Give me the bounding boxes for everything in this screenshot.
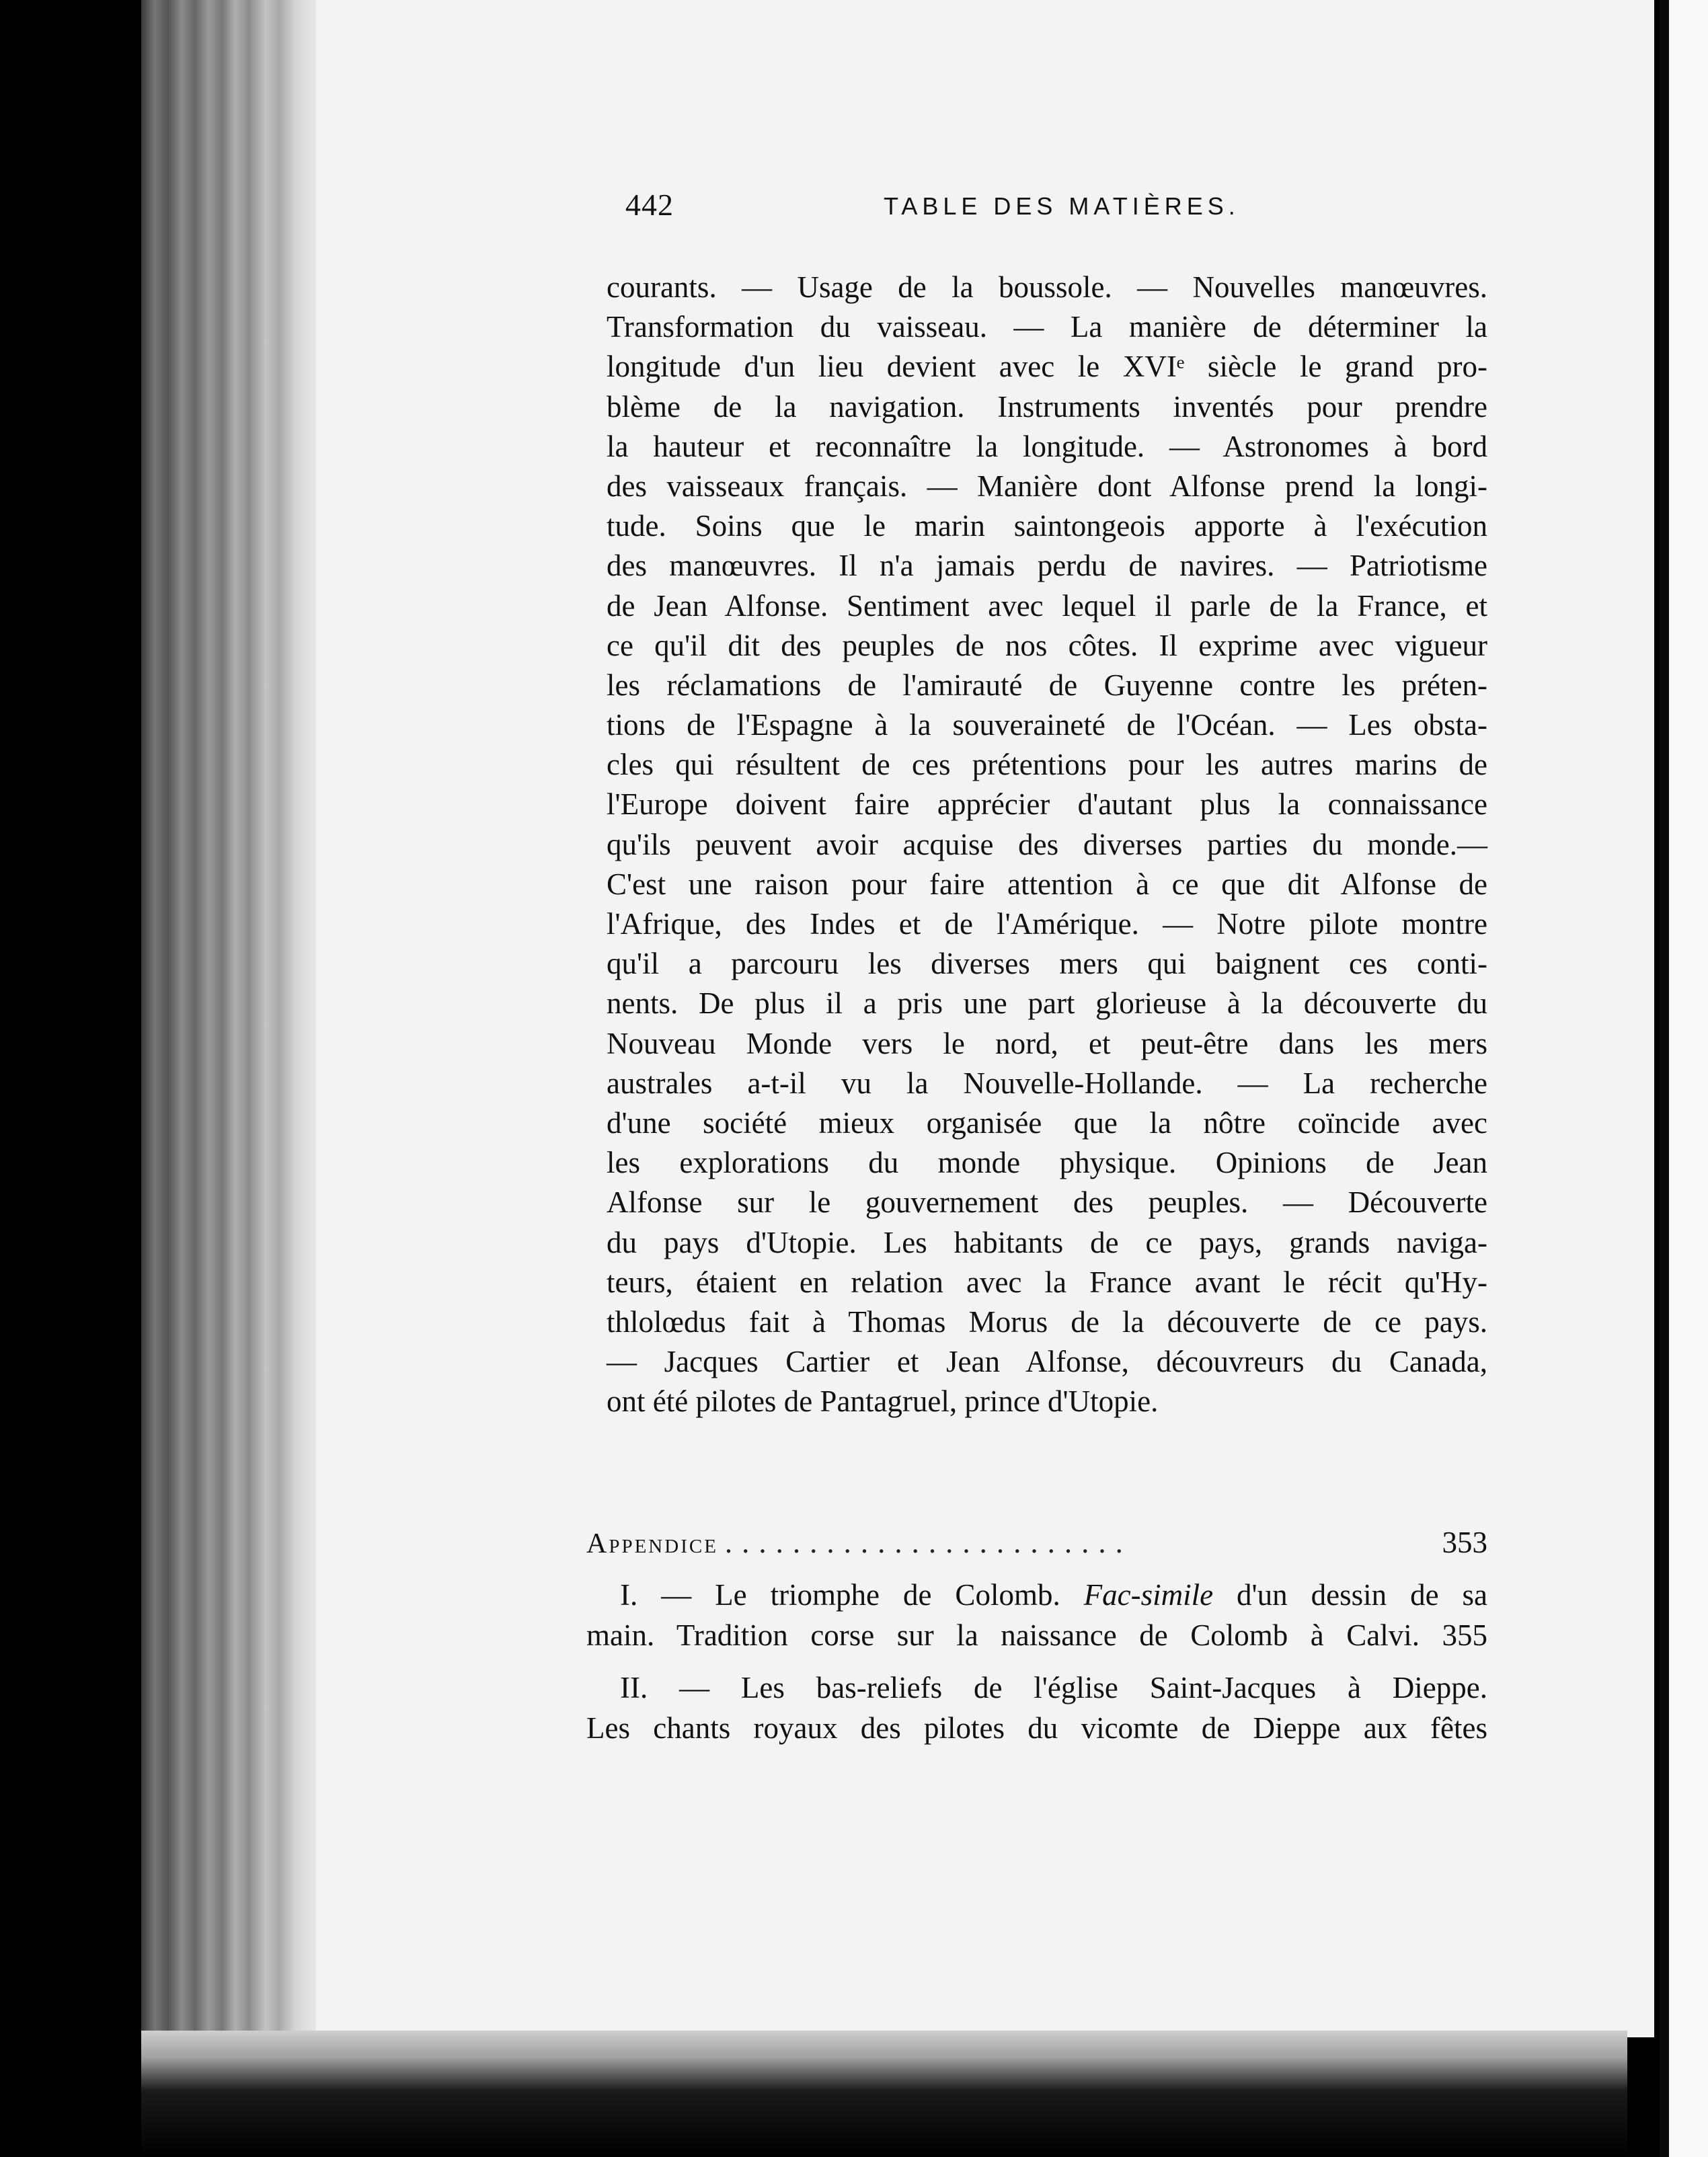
body-line: tude. Soins que le marin saintongeois apporte à l'exécution <box>607 509 1487 543</box>
body-line: d'une société mieux organisée que la nôtre coïncide avec <box>607 1105 1487 1140</box>
page-number: 442 <box>625 188 674 222</box>
table-of-contents-body <box>607 268 1487 1421</box>
appendix-item-1-page: 355 <box>1442 1618 1487 1652</box>
running-title: TABLE DES MATIÈRES. <box>884 192 1240 220</box>
body-line: courants. — Usage de la boussole. — Nouvelles manœuvres. <box>607 270 1487 304</box>
appendix-item-1-suffix: d'un dessin de sa <box>1213 1578 1487 1612</box>
appendix-label: Appendice <box>586 1528 718 1559</box>
body-line: qu'ils peuvent avoir acquise des diverses parties du monde.— <box>607 827 1487 861</box>
page-header <box>625 187 1298 234</box>
page-bottom-shadow <box>141 2031 1627 2157</box>
body-line: l'Europe doivent faire apprécier d'autant plus la connaissance <box>607 787 1487 822</box>
body-line: la hauteur et reconnaître la longitude. — Astronomes à bord <box>607 429 1487 463</box>
body-line: ce qu'il dit des peuples de nos côtes. Il exprime avec vigueur <box>607 628 1487 662</box>
dot-leader: ........................ <box>724 1526 1132 1559</box>
body-line: Transformation du vaisseau. — La manière de déterminer la <box>607 310 1487 344</box>
body-line: de Jean Alfonse. Sentiment avec lequel il parle de la France, et <box>607 588 1487 623</box>
body-line: l'Afrique, des Indes et de l'Amérique. — Notre pilote montre <box>607 907 1487 941</box>
body-line: C'est une raison pour faire attention à ce que dit Alfonse de <box>607 867 1487 901</box>
body-line: Alfonse sur le gouvernement des peuples. — Découverte <box>607 1185 1487 1220</box>
appendix-section <box>586 1522 1487 1748</box>
body-line: les réclamations de l'amirauté de Guyenne contre les préten- <box>607 668 1487 702</box>
appendix-item-1 <box>586 1575 1487 1655</box>
appendix-item-2-line-2: Les chants royaux des pilotes du vicomte de Dieppe aux fêtes <box>586 1711 1487 1745</box>
body-line: tions de l'Espagne à la souveraineté de l'Océan. — Les obsta- <box>607 708 1487 742</box>
book-page-stack <box>141 0 323 2157</box>
body-line: des manœuvres. Il n'a jamais perdu de navires. — Patriotisme <box>607 549 1487 583</box>
body-line: nents. De plus il a pris une part glorieuse à la découverte du <box>607 986 1487 1021</box>
body-line: Nouveau Monde vers le nord, et peut-être dans les mers <box>607 1026 1487 1060</box>
appendix-item-1-prefix: I. — Le triomphe de Colomb. <box>620 1578 1084 1612</box>
body-line: teurs, étaient en relation avec la France avant le récit qu'Hy- <box>607 1265 1487 1299</box>
body-line: — Jacques Cartier et Jean Alfonse, découvreurs du Canada, <box>607 1345 1487 1379</box>
body-line: qu'il a parcouru les diverses mers qui baignent ces conti- <box>607 947 1487 981</box>
appendix-item-1-text: main. Tradition corse sur la naissance de Colomb à Calvi. <box>586 1618 1420 1652</box>
body-line: les explorations du monde physique. Opinions de Jean <box>607 1146 1487 1180</box>
appendix-item-1-line-1 <box>586 1575 1487 1615</box>
body-line: thlolœdus fait à Thomas Morus de la découverte de ce pays. <box>607 1304 1487 1339</box>
right-margin <box>1669 0 1708 2157</box>
appendix-entry <box>586 1522 1487 1567</box>
body-line: australes a-t-il vu la Nouvelle-Hollande. — La recherche <box>607 1066 1487 1100</box>
page-gutter-rule <box>1660 0 1669 2157</box>
body-line: des vaisseaux français. — Manière dont Alfonse prend la longi- <box>607 469 1487 503</box>
body-line: blème de la navigation. Instruments inventés pour prendre <box>607 389 1487 424</box>
body-line: ont été pilotes de Pantagruel, prince d'Utopie. <box>607 1384 1159 1419</box>
body-line: cles qui résultent de ces prétentions pour les autres marins de <box>607 748 1487 782</box>
body-line: du pays d'Utopie. Les habitants de ce pays, grands naviga- <box>607 1225 1487 1259</box>
appendix-item-1-line-2 <box>586 1615 1487 1655</box>
appendix-item-2-line-1: II. — Les bas-reliefs de l'église Saint-Jacques à Dieppe. <box>620 1671 1487 1704</box>
appendix-item-1-italic: Fac-simile <box>1083 1578 1214 1612</box>
body-line: longitude d'un lieu devient avec le XVIᵉ siècle le grand pro- <box>607 350 1487 384</box>
appendix-page-number: 353 <box>1442 1526 1487 1559</box>
appendix-item-2 <box>586 1668 1487 1748</box>
